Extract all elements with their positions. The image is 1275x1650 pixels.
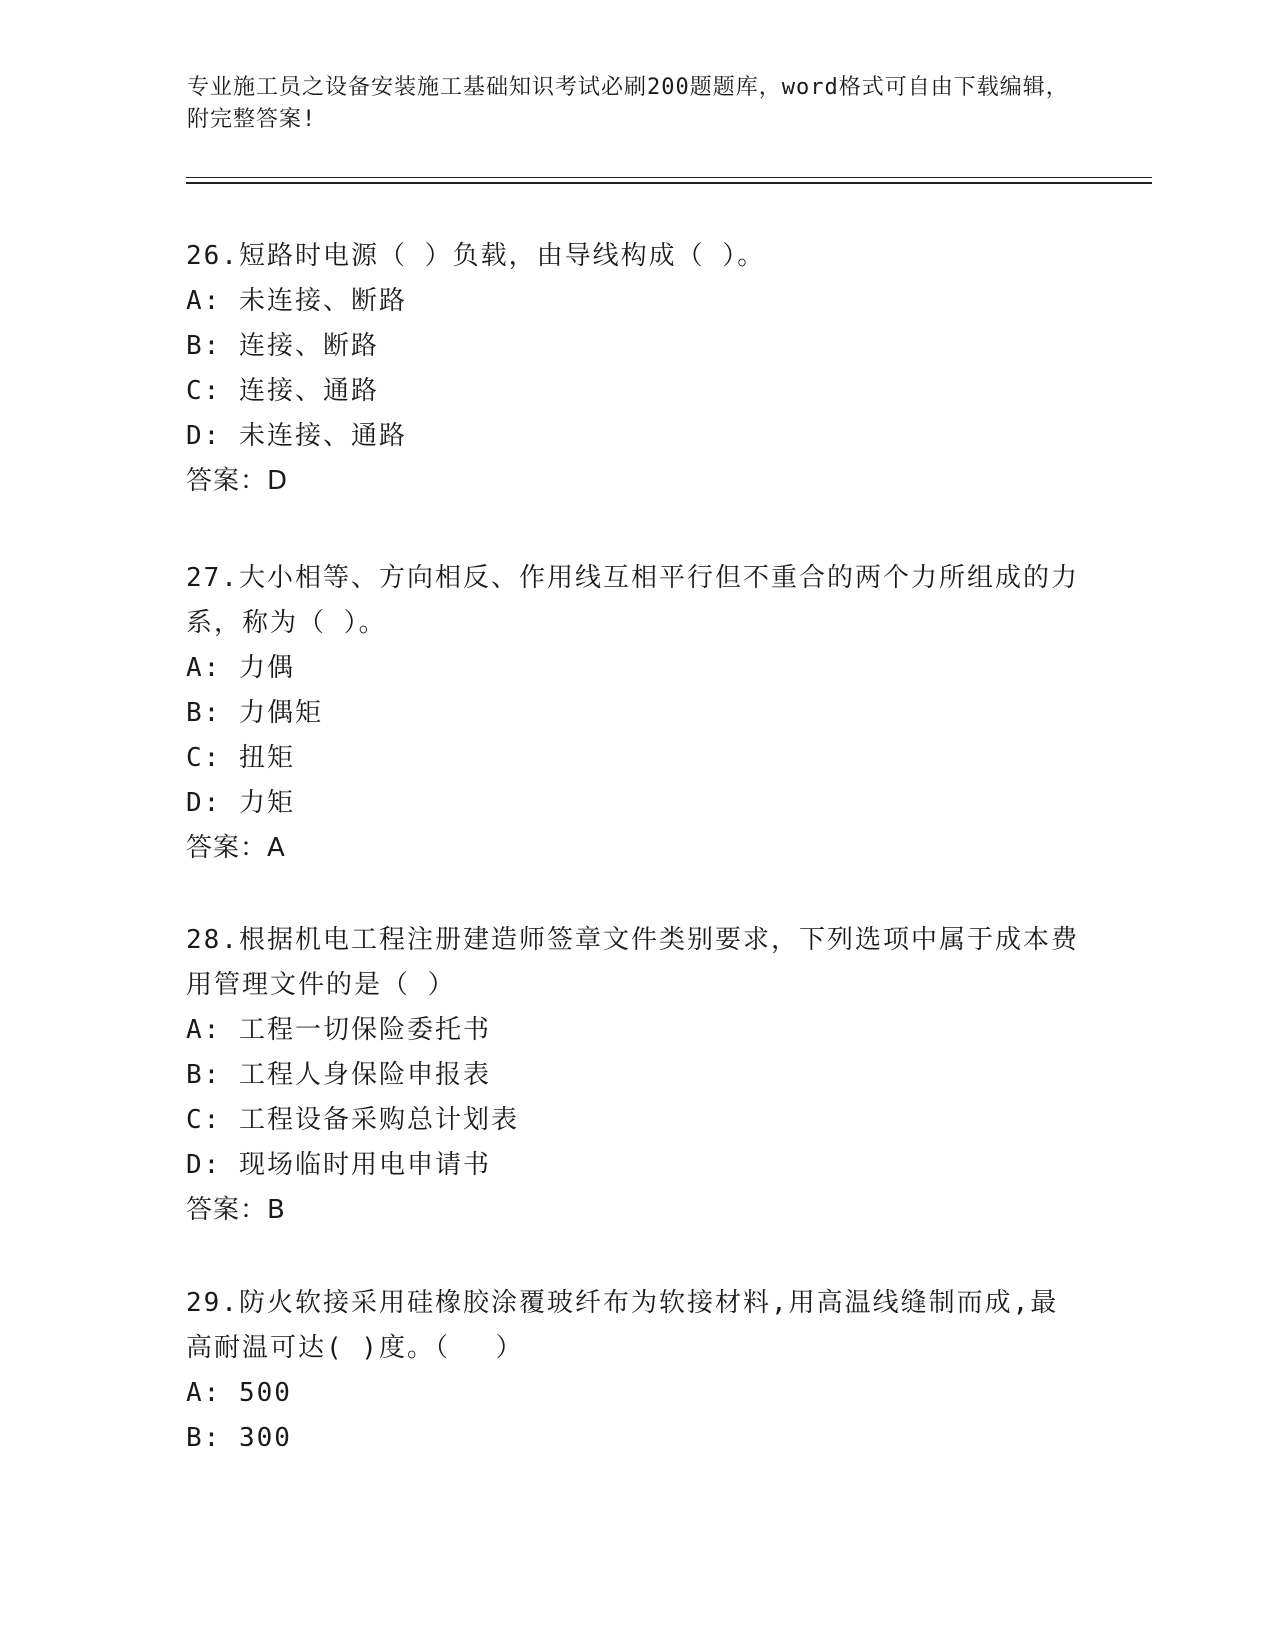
header-divider-top <box>186 177 1152 178</box>
answer-line: 答案：D <box>186 466 289 496</box>
option-a: A: 力偶 <box>186 653 295 683</box>
option-b: B: 连接、断路 <box>186 331 379 361</box>
option-b: B: 工程人身保险申报表 <box>186 1060 491 1090</box>
question-stem: 26.短路时电源（ ）负载，由导线构成（ ）。 <box>186 241 766 271</box>
question-stem: 29.防火软接采用硅橡胶涂覆玻纤布为软接材料,用高温线缝制而成,最高耐温可达( )度。（ ） <box>186 1288 1059 1363</box>
question-27 <box>186 556 1086 871</box>
question-stem: 27.大小相等、方向相反、作用线互相平行但不重合的两个力所组成的力系，称为（ ）。 <box>186 563 1079 638</box>
question-29 <box>186 1281 1086 1461</box>
option-c: C: 工程设备采购总计划表 <box>186 1105 519 1135</box>
option-b: B: 300 <box>186 1423 292 1453</box>
option-d: D: 现场临时用电申请书 <box>186 1150 491 1180</box>
question-26 <box>186 234 1086 504</box>
option-a: A: 未连接、断路 <box>186 286 407 316</box>
answer-line: 答案：B <box>186 1195 286 1225</box>
question-28 <box>186 918 1086 1233</box>
option-b: B: 力偶矩 <box>186 698 323 728</box>
option-d: D: 力矩 <box>186 788 295 818</box>
answer-line: 答案：A <box>186 833 286 863</box>
option-c: C: 连接、通路 <box>186 376 379 406</box>
header-divider-bottom <box>186 182 1152 184</box>
option-c: C: 扭矩 <box>186 743 295 773</box>
option-a: A: 500 <box>186 1378 292 1408</box>
question-stem: 28.根据机电工程注册建造师签章文件类别要求，下列选项中属于成本费用管理文件的是（ ） <box>186 925 1079 1000</box>
option-d: D: 未连接、通路 <box>186 421 407 451</box>
option-a: A: 工程一切保险委托书 <box>186 1015 491 1045</box>
document-header: 专业施工员之设备安装施工基础知识考试必刷200题题库，word格式可自由下载编辑，附完整答案! <box>187 75 1069 132</box>
